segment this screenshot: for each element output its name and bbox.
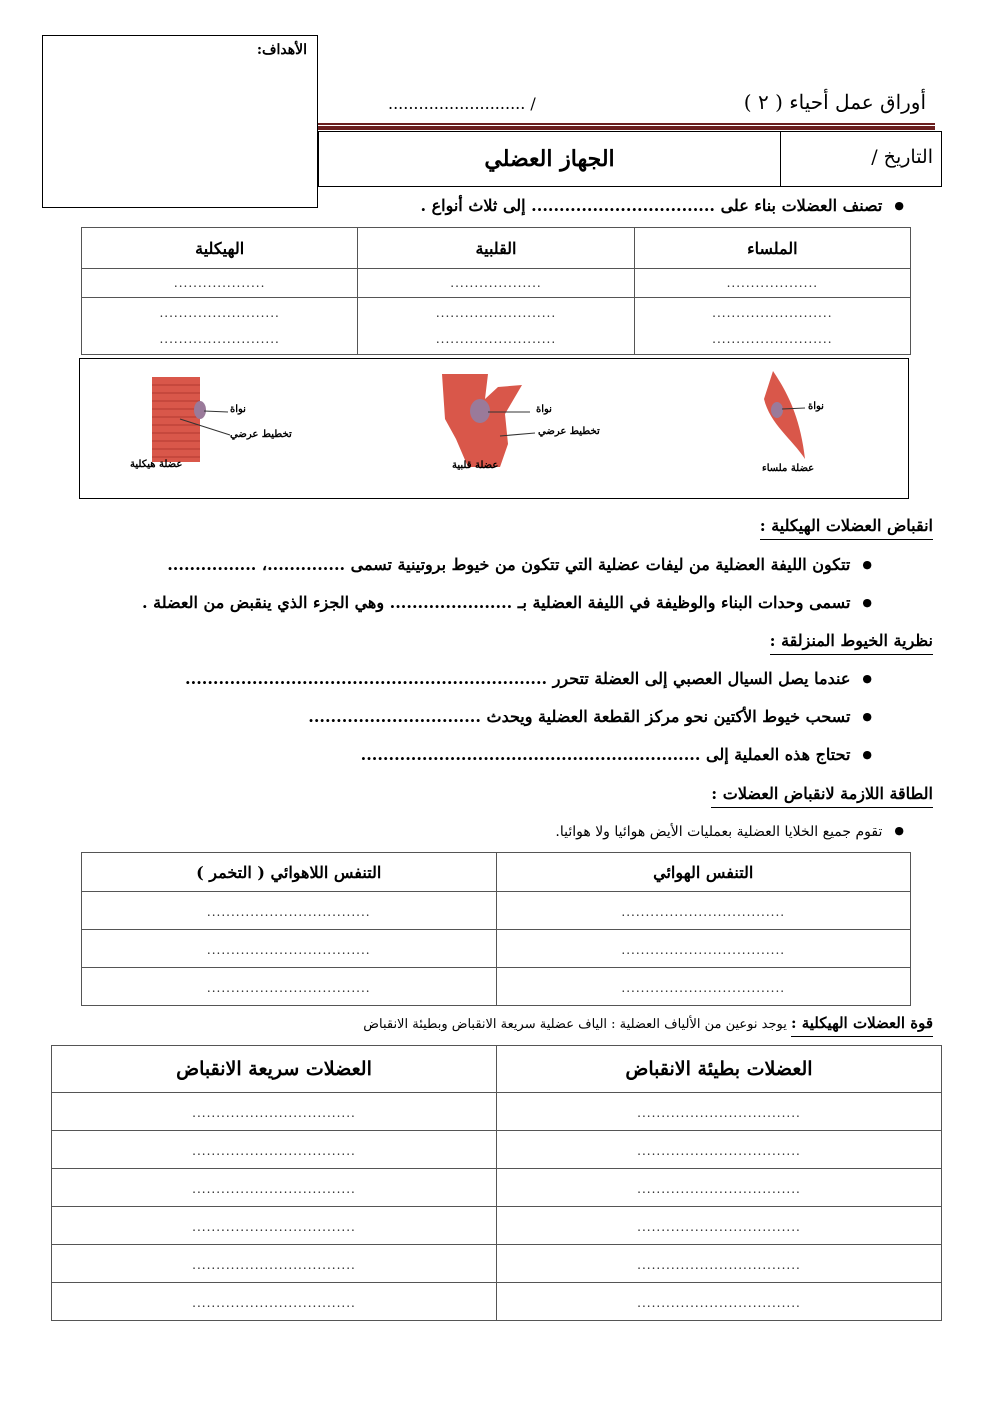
sliding-item-2: ● تسحب خيوط الأكتين نحو مركز القطعة العضلية ويحدث ............................... <box>308 707 872 726</box>
column-header: القلبية <box>358 228 634 269</box>
table-row <box>82 930 911 968</box>
answer-cell[interactable] <box>634 298 910 355</box>
column-header: التنفس اللاهوائي ( التخمر ) <box>82 853 497 892</box>
header-divider <box>318 123 935 125</box>
answer-blank: .................................. <box>192 1105 356 1120</box>
answer-blank: ................... <box>726 276 819 290</box>
respiration-table <box>81 852 911 1006</box>
answer-cell[interactable] <box>497 1283 942 1321</box>
answer-blank: .................................. <box>192 1295 356 1310</box>
answer-blank: ......................... <box>435 306 557 320</box>
skeletal-nucleus-label: نواة <box>230 404 246 415</box>
answer-cell[interactable] <box>82 892 497 930</box>
skeletal-striation-label: تخطيط عرضي <box>230 429 292 440</box>
table-row <box>52 1169 942 1207</box>
answer-blank: .................................. <box>637 1143 801 1158</box>
smooth-nucleus-label: نواة <box>808 401 824 412</box>
answer-blank: .................................. <box>206 904 371 919</box>
answer-blank: .................................. <box>637 1105 801 1120</box>
answer-blank: .................................. <box>206 942 371 957</box>
answer-blank: ......................... <box>712 306 833 320</box>
answer-blank: .................................. <box>192 1219 356 1234</box>
answer-cell[interactable] <box>496 930 911 968</box>
answer-cell[interactable] <box>52 1169 497 1207</box>
table-row <box>82 892 911 930</box>
answer-blank: ......................... <box>159 332 280 346</box>
answer-cell[interactable] <box>52 1283 497 1321</box>
contraction-item-2: ● تسمى وحدات البناء والوظيفة في الليفة العضلية بـ ...................... وهي الجزء الذي ينقبض من العضلة . <box>142 593 872 612</box>
answer-blank: .................................. <box>206 980 371 995</box>
answer-blank: .................................. <box>637 1257 801 1272</box>
fiber-types-table <box>51 1045 942 1321</box>
column-header: الملساء <box>634 228 910 269</box>
sliding-heading: نظرية الخيوط المنزلقة : <box>770 631 933 655</box>
date-box <box>780 131 942 187</box>
sheet-title: أوراق عمل أحياء ( ٢ ) <box>743 90 926 114</box>
table-row <box>82 298 911 355</box>
energy-item: ● تقوم جميع الخلايا العضلية بعمليات الأيض هوائيا ولا هوائيا. <box>555 824 904 840</box>
muscle-types-table <box>81 227 911 355</box>
answer-blank: ................... <box>450 276 542 290</box>
answer-cell[interactable] <box>82 930 497 968</box>
answer-cell[interactable] <box>634 269 910 298</box>
topic-title: الجهاز العضلي <box>484 146 615 172</box>
answer-cell[interactable] <box>497 1093 942 1131</box>
answer-cell[interactable] <box>497 1169 942 1207</box>
contraction-item-1: ● تتكون الليفة العضلية من ليفات عضلية التي تتكون من خيوط بروتينية تسمى ..............، ................ <box>167 555 872 574</box>
answer-cell[interactable] <box>358 269 634 298</box>
answer-blank: .................................. <box>192 1257 356 1272</box>
answer-cell[interactable] <box>82 968 497 1006</box>
cardiac-nucleus-label: نواة <box>536 404 552 415</box>
answer-blank: .................................. <box>621 942 786 957</box>
answer-cell[interactable] <box>82 298 358 355</box>
objectives-box <box>42 35 318 208</box>
energy-heading: الطاقة اللازمة لانقباض العضلات : <box>711 784 933 808</box>
muscle-diagram <box>79 358 909 499</box>
answer-blank: .................................. <box>637 1181 801 1196</box>
cardiac-muscle-illustration <box>442 374 535 467</box>
answer-blank: .................................. <box>637 1219 801 1234</box>
cardiac-caption: عضلة قلبية <box>452 460 499 471</box>
answer-blank: .................................. <box>637 1295 801 1310</box>
answer-cell[interactable] <box>358 298 634 355</box>
header-divider-thick <box>318 126 935 130</box>
answer-cell[interactable] <box>82 269 358 298</box>
name-field[interactable]: / ........................... <box>388 94 536 113</box>
answer-blank: .................................. <box>621 980 786 995</box>
table-row <box>52 1245 942 1283</box>
table-row <box>52 1131 942 1169</box>
table-row <box>52 1283 942 1321</box>
answer-blank: .................................. <box>621 904 786 919</box>
answer-blank: ......................... <box>159 306 280 320</box>
intro-text: ● تصنف العضلات بناء على ................................. إلى ثلاث أنواع . <box>420 196 904 215</box>
answer-blank: ................... <box>173 276 266 290</box>
answer-blank: ......................... <box>435 332 557 346</box>
table-header-row <box>82 853 911 892</box>
answer-cell[interactable] <box>52 1245 497 1283</box>
table-header-row <box>52 1046 942 1093</box>
column-header: التنفس الهوائي <box>496 853 911 892</box>
topic-title-box <box>318 131 781 187</box>
column-header: الهيكلية <box>82 228 358 269</box>
answer-blank: .................................. <box>192 1143 356 1158</box>
answer-cell[interactable] <box>497 1207 942 1245</box>
contraction-heading: انقباض العضلات الهيكلية : <box>760 516 933 540</box>
table-row <box>52 1093 942 1131</box>
smooth-muscle-illustration <box>764 371 805 459</box>
answer-cell[interactable] <box>496 968 911 1006</box>
column-header: العضلات بطيئة الانقباض <box>497 1046 942 1093</box>
strength-heading: قوة العضلات الهيكلية : <box>791 1014 933 1037</box>
column-header: العضلات سريعة الانقباض <box>52 1046 497 1093</box>
answer-cell[interactable] <box>52 1131 497 1169</box>
table-header-row <box>82 228 911 269</box>
strength-line <box>363 1014 933 1032</box>
sliding-item-3: ● تحتاج هذه العملية إلى ............................................................. <box>361 745 872 764</box>
strength-text: يوجد نوعين من الألياف العضلية : الياف عضلية سريعة الانقباض وبطيئة الانقباض <box>363 1017 787 1032</box>
answer-cell[interactable] <box>497 1131 942 1169</box>
cardiac-striation-label: تخطيط عرضي <box>538 426 600 437</box>
objectives-label: الأهداف: <box>256 42 307 58</box>
answer-cell[interactable] <box>52 1207 497 1245</box>
answer-blank: ......................... <box>712 332 833 346</box>
answer-cell[interactable] <box>52 1093 497 1131</box>
answer-cell[interactable] <box>497 1245 942 1283</box>
skeletal-caption: عضلة هيكلية <box>130 459 183 470</box>
sliding-item-1: ● عندما يصل السيال العصبي إلى العضلة تتحرر ................................................................. <box>185 669 872 688</box>
table-row <box>82 269 911 298</box>
answer-cell[interactable] <box>496 892 911 930</box>
date-label: التاريخ / <box>871 146 933 168</box>
answer-blank: .................................. <box>192 1181 356 1196</box>
table-row <box>52 1207 942 1245</box>
skeletal-muscle-illustration <box>152 377 230 462</box>
smooth-caption: عضلة ملساء <box>762 463 815 474</box>
table-row <box>82 968 911 1006</box>
